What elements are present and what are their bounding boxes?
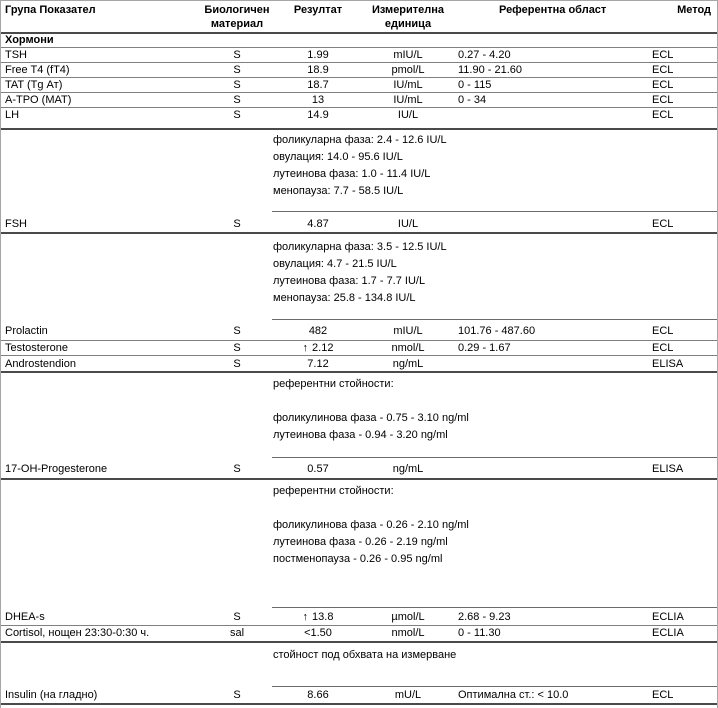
method: ECL	[652, 109, 674, 121]
reference-range: Оптимална ст.: < 10.0	[458, 689, 569, 701]
result-value	[273, 463, 363, 478]
method: ECL	[652, 689, 674, 701]
analysis-name: LH	[5, 109, 20, 121]
result-row	[1, 48, 717, 63]
analysis-name: FSH	[5, 218, 27, 230]
measurement-unit: pmol/L	[391, 64, 425, 76]
result-row	[1, 93, 717, 108]
biological-material: S	[233, 79, 241, 91]
result-number: <1.50	[304, 627, 332, 639]
note-line: референтни стойности:	[273, 378, 394, 390]
result-number: 1.99	[307, 49, 329, 61]
column-header-method: Метод	[677, 4, 711, 16]
column-header-reference-range: Референтна област	[499, 4, 607, 16]
notes-text	[272, 480, 717, 608]
method: ELISA	[652, 463, 684, 475]
result-number: 4.87	[307, 218, 329, 230]
result-value	[273, 358, 363, 371]
measurement-unit: µmol/L	[391, 611, 425, 623]
result-number: 18.9	[307, 64, 329, 76]
result-row	[1, 63, 717, 78]
reference-range: 0 - 34	[458, 94, 487, 106]
notes-spacer	[1, 234, 272, 320]
reference-notes-block	[1, 373, 717, 458]
reference-range	[453, 358, 646, 371]
note-line: референтни стойности:	[273, 485, 394, 497]
result-number: 18.7	[307, 79, 329, 91]
note-line: лутеинова фаза - 0.94 - 3.20 ng/ml	[273, 429, 448, 441]
reference-notes-block	[1, 130, 717, 212]
result-row	[1, 320, 717, 341]
result-value	[273, 627, 363, 641]
biological-material: S	[233, 611, 241, 623]
reference-range: 11.90 - 21.60	[458, 64, 523, 76]
measurement-unit: nmol/L	[391, 627, 425, 639]
reference-range: 101.76 - 487.60	[458, 325, 536, 337]
note-line: постменопауза - 0.26 - 0.95 ng/ml	[273, 553, 443, 565]
measurement-unit: IU/L	[397, 109, 419, 121]
reference-range: 0.27 - 4.20	[458, 49, 511, 61]
reference-range: 0 - 115	[458, 79, 492, 91]
method: ECL	[652, 64, 674, 76]
method: ELISA	[652, 358, 684, 370]
method: ECLIA	[652, 611, 684, 623]
result-number: 0.57	[307, 463, 329, 475]
biological-material: S	[233, 94, 241, 106]
reference-notes-block	[1, 643, 717, 687]
notes-text	[272, 643, 717, 687]
result-row	[1, 687, 717, 705]
method: ECL	[652, 49, 674, 61]
reference-range: 2.68 - 9.23	[458, 611, 511, 623]
biological-material: S	[233, 109, 241, 121]
measurement-unit: IU/L	[397, 218, 419, 230]
note-line: фоликулинова фаза - 0.26 - 2.10 ng/ml	[273, 519, 469, 531]
analysis-name: Free T4 (fT4)	[5, 64, 70, 76]
biological-material: S	[233, 49, 241, 61]
biological-material: S	[233, 342, 241, 354]
method: ECL	[652, 79, 674, 91]
result-value	[273, 611, 363, 625]
measurement-unit: nmol/L	[391, 342, 425, 354]
result-row	[1, 78, 717, 93]
reference-range: 0.29 - 1.67	[458, 342, 511, 354]
result-value	[273, 49, 363, 62]
note-line: фоликулинова фаза - 0.75 - 3.10 ng/ml	[273, 412, 469, 424]
note-line: менопауза: 7.7 - 58.5 IU/L	[273, 185, 404, 197]
column-header-measurement-unit: Измерителна единица	[371, 4, 445, 30]
measurement-unit: mIU/L	[393, 325, 423, 337]
result-value	[273, 64, 363, 77]
biological-material: S	[233, 325, 241, 337]
result-value	[273, 218, 363, 232]
table-body	[1, 48, 717, 705]
reference-notes-block	[1, 234, 717, 320]
note-line: фоликуларна фаза: 2.4 - 12.6 IU/L	[273, 134, 447, 146]
reference-range	[453, 109, 646, 128]
result-number: 13	[311, 94, 325, 106]
measurement-unit: IU/mL	[393, 79, 423, 91]
result-number: 2.12	[312, 342, 334, 354]
measurement-unit: mIU/L	[393, 49, 423, 61]
biological-material: S	[233, 358, 241, 370]
note-line: стойност под обхвата на измерване	[273, 649, 457, 661]
analysis-name: Insulin (на гладно)	[5, 689, 98, 701]
result-value	[273, 325, 363, 340]
note-line: фоликуларна фаза: 3.5 - 12.5 IU/L	[273, 241, 447, 253]
analysis-name: Prolactin	[5, 325, 48, 337]
reference-range: 0 - 11.30	[458, 627, 501, 639]
result-number: 7.12	[307, 358, 329, 370]
method: ECL	[652, 325, 674, 337]
method: ECL	[652, 342, 674, 354]
high-flag-icon: ↑	[302, 342, 309, 354]
result-number: 14.9	[307, 109, 329, 121]
section-title-hormones: Хормони	[1, 34, 717, 48]
analysis-name: TSH	[5, 49, 27, 61]
measurement-unit: mU/L	[394, 689, 422, 701]
result-number: 8.66	[307, 689, 329, 701]
high-flag-icon: ↑	[302, 611, 309, 623]
biological-material: S	[233, 463, 241, 475]
result-number: 13.8	[312, 611, 334, 623]
analysis-name: Testosterone	[5, 342, 68, 354]
result-row	[1, 341, 717, 356]
measurement-unit: ng/mL	[392, 463, 424, 475]
table-header	[1, 1, 717, 34]
measurement-unit: IU/mL	[393, 94, 423, 106]
biological-material: S	[233, 218, 241, 230]
reference-range	[453, 463, 646, 478]
result-value	[273, 342, 363, 355]
notes-spacer	[1, 373, 272, 458]
result-value	[273, 94, 363, 107]
analysis-name: Cortisol, нощен 23:30-0:30 ч.	[5, 627, 150, 639]
note-line: овулация: 14.0 - 95.6 IU/L	[273, 151, 403, 163]
result-value	[273, 109, 363, 128]
reference-range	[453, 218, 646, 232]
column-header-biological-material: Биологичен материал	[204, 4, 270, 30]
result-row	[1, 626, 717, 643]
notes-text	[272, 373, 717, 458]
notes-text	[272, 130, 717, 212]
result-row	[1, 108, 717, 130]
note-line	[273, 393, 717, 410]
analysis-name: Androstendion	[5, 358, 76, 370]
result-row	[1, 212, 717, 234]
note-line: лутеинова фаза: 1.0 - 11.4 IU/L	[273, 168, 431, 180]
note-line: овулация: 4.7 - 21.5 IU/L	[273, 258, 397, 270]
measurement-unit: ng/mL	[392, 358, 424, 370]
notes-spacer	[1, 480, 272, 608]
method: ECLIA	[652, 627, 684, 639]
method: ECL	[652, 218, 674, 230]
notes-spacer	[1, 130, 272, 212]
method: ECL	[652, 94, 674, 106]
result-row	[1, 458, 717, 480]
reference-notes-block	[1, 480, 717, 608]
analysis-name: A-TPO (MAT)	[5, 94, 72, 106]
result-row	[1, 356, 717, 373]
notes-text	[272, 234, 717, 320]
analysis-name: 17-OH-Progesterone	[5, 463, 108, 475]
analysis-name: TAT (Tg Ат)	[5, 79, 63, 91]
result-value	[273, 689, 363, 703]
column-header-group-indicator: Група Показател	[5, 4, 96, 16]
result-row	[1, 608, 717, 626]
note-line: менопауза: 25.8 - 134.8 IU/L	[273, 292, 416, 304]
result-value	[273, 79, 363, 92]
notes-spacer	[1, 643, 272, 687]
column-header-result: Резултат	[293, 4, 343, 16]
note-line: лутеинова фаза: 1.7 - 7.7 IU/L	[273, 275, 426, 287]
biological-material: S	[233, 64, 241, 76]
note-line	[273, 500, 717, 517]
biological-material: S	[233, 689, 241, 701]
note-line: лутеинова фаза - 0.26 - 2.19 ng/ml	[273, 536, 448, 548]
biological-material: sal	[229, 627, 245, 639]
result-number: 482	[308, 325, 328, 337]
analysis-name: DHEA-s	[5, 611, 45, 623]
